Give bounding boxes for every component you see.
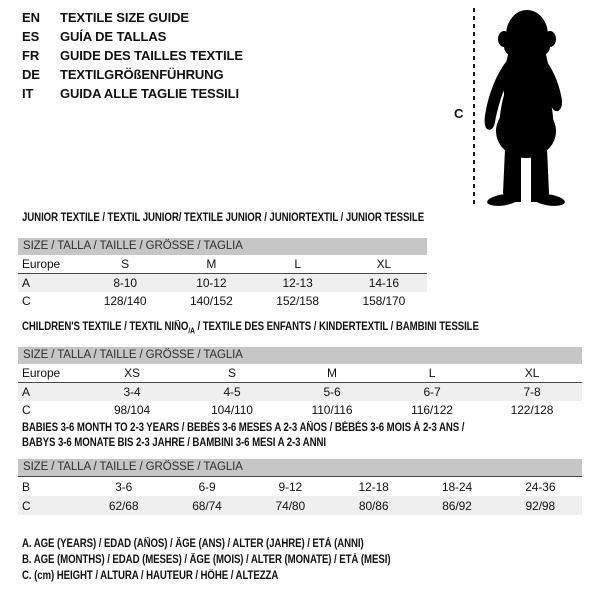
- size-cell: 104/110: [211, 403, 253, 418]
- table-row: [18, 383, 582, 402]
- size-cell: 5-6: [282, 383, 382, 402]
- size-cell: 98/104: [113, 403, 151, 418]
- size-cell: XS: [124, 366, 140, 381]
- size-cell: 122/128: [510, 403, 554, 418]
- row-label: Europe: [22, 366, 61, 381]
- language-code: FR: [22, 48, 40, 63]
- size-cell: S: [121, 257, 130, 271]
- size-cell: 6-7: [382, 383, 482, 402]
- language-guide: [22, 8, 243, 103]
- table-title: [22, 211, 425, 226]
- language-guide-label: TEXTILGRÖßENFÜHRUNG: [60, 67, 224, 82]
- size-cell: S: [228, 366, 236, 381]
- language-row: [22, 46, 243, 65]
- size-cell: 7-8: [482, 383, 582, 402]
- legend-note: C. (cm) HEIGHT / ALTURA / HAUTEUR / HÖHE / ALTEZZA: [22, 570, 279, 582]
- size-cell: 158/170: [362, 294, 406, 308]
- size-cell: 74/80: [275, 498, 306, 513]
- table-title-line: [22, 320, 492, 338]
- size-cell: 10-12: [168, 274, 254, 293]
- row-label: C: [22, 498, 31, 513]
- size-table-grid: [18, 476, 582, 515]
- language-guide-label: TEXTILE SIZE GUIDE: [60, 10, 189, 25]
- language-guide-label: GUIDE DES TAILLES TEXTILE: [60, 48, 243, 63]
- legend-note: B. AGE (MONTHS) / EDAD (MESES) / ÂGE (MOIS) / ALTER (MONATE) / ETÀ (MESI): [22, 554, 391, 566]
- table-title-line: [22, 211, 425, 226]
- table-row: [18, 477, 582, 497]
- size-cell: 116/122: [411, 403, 453, 418]
- row-label: C: [22, 294, 31, 308]
- language-guide-label: GUIDA ALLE TAGLIE TESSILI: [60, 86, 240, 101]
- table-row: [18, 364, 582, 383]
- size-cell: 152/158: [276, 294, 319, 308]
- row-label: A: [18, 383, 82, 402]
- size-cell: L: [294, 257, 301, 271]
- legend-note: A. AGE (YEARS) / EDAD (AÑOS) / ÂGE (ANS) / ALTER (JAHRE) / ETÀ (ANNI): [22, 538, 364, 550]
- childrens-textile-size-table: [18, 320, 582, 419]
- table-row: [18, 401, 582, 419]
- size-cell: 110/116: [311, 403, 353, 418]
- table-row: [18, 292, 427, 310]
- size-cell: 14-16: [341, 274, 427, 293]
- title-text: BABIES 3-6 MONTH TO 2-3 YEARS / BEBÉS 3-6 MESES A 2-3 AÑOS / BÉBÉS 3-6 MOIS À 2-3 ANS /: [22, 422, 465, 434]
- size-cell: 92/98: [525, 498, 556, 513]
- table-title-line: [22, 436, 492, 451]
- title-text: BABYS 3-6 MONATE BIS 2-3 JAHRE / BAMBINI 3-6 MESI A 2-3 ANNI: [22, 437, 326, 449]
- table-row: [18, 496, 582, 515]
- title-text: / TEXTILE DES ENFANTS / KINDERTEXTIL / BAMBINI TESSILE: [194, 321, 479, 333]
- size-cell: 68/74: [192, 498, 222, 513]
- size-header-bar: SIZE / TALLA / TAILLE / GRÖSSE / TAGLIA: [18, 347, 582, 364]
- language-code: DE: [22, 67, 40, 82]
- size-cell: M: [206, 257, 217, 271]
- row-label: B: [18, 477, 82, 497]
- height-measure-dashed-line: [473, 8, 475, 206]
- title-text: CHILDREN'S TEXTILE / TEXTIL NIÑO: [22, 321, 189, 333]
- language-guide-label: GUÍA DE TALLAS: [60, 29, 167, 44]
- size-table-grid: [18, 255, 427, 310]
- language-row: [22, 84, 243, 103]
- size-cell: 4-5: [182, 383, 282, 402]
- size-cell: 6-9: [165, 477, 248, 497]
- row-label: Europe: [22, 257, 61, 271]
- table-row: [18, 255, 427, 274]
- toddler-silhouette-icon: [479, 5, 573, 207]
- language-code: EN: [22, 10, 40, 25]
- table-title: [22, 320, 492, 338]
- row-label: C: [22, 403, 31, 418]
- size-cell: 140/152: [190, 294, 233, 308]
- size-cell: 3-6: [82, 477, 165, 497]
- size-cell: 80/86: [358, 498, 389, 513]
- language-row: [22, 65, 243, 84]
- size-cell: XL: [376, 257, 392, 271]
- junior-textile-size-table: [18, 211, 427, 310]
- size-cell: 9-12: [249, 477, 332, 497]
- legend-notes: [22, 536, 461, 584]
- title-text: JUNIOR TEXTILE / TEXTIL JUNIOR/ TEXTILE JUNIOR / JUNIORTEXTIL / JUNIOR TESSILE: [22, 212, 425, 224]
- language-row: [22, 8, 243, 27]
- size-cell: 128/140: [103, 294, 147, 308]
- size-cell: M: [327, 366, 337, 381]
- size-cell: L: [428, 366, 436, 381]
- table-title-line: [22, 421, 492, 436]
- size-cell: 18-24: [415, 477, 498, 497]
- size-cell: 12-18: [332, 477, 415, 497]
- size-cell: 8-10: [82, 274, 168, 293]
- size-cell: XL: [524, 366, 540, 381]
- language-code: IT: [22, 86, 34, 101]
- babies-textile-size-table: [18, 421, 582, 515]
- size-header-bar: SIZE / TALLA / TAILLE / GRÖSSE / TAGLIA: [18, 238, 427, 255]
- table-row: [18, 274, 427, 293]
- title-subscript: /A: [188, 326, 195, 336]
- language-code: ES: [22, 29, 40, 44]
- row-label: A: [18, 274, 82, 293]
- size-cell: 24-36: [499, 477, 582, 497]
- table-title: [22, 421, 492, 451]
- size-header-bar: SIZE / TALLA / TAILLE / GRÖSSE / TAGLIA: [18, 459, 582, 476]
- language-row: [22, 27, 243, 46]
- size-cell: 12-13: [255, 274, 341, 293]
- size-table-grid: [18, 364, 582, 419]
- height-dimension-label: C: [454, 106, 464, 121]
- size-cell: 62/68: [108, 498, 139, 513]
- size-cell: 3-4: [82, 383, 182, 402]
- size-cell: 86/92: [442, 498, 472, 513]
